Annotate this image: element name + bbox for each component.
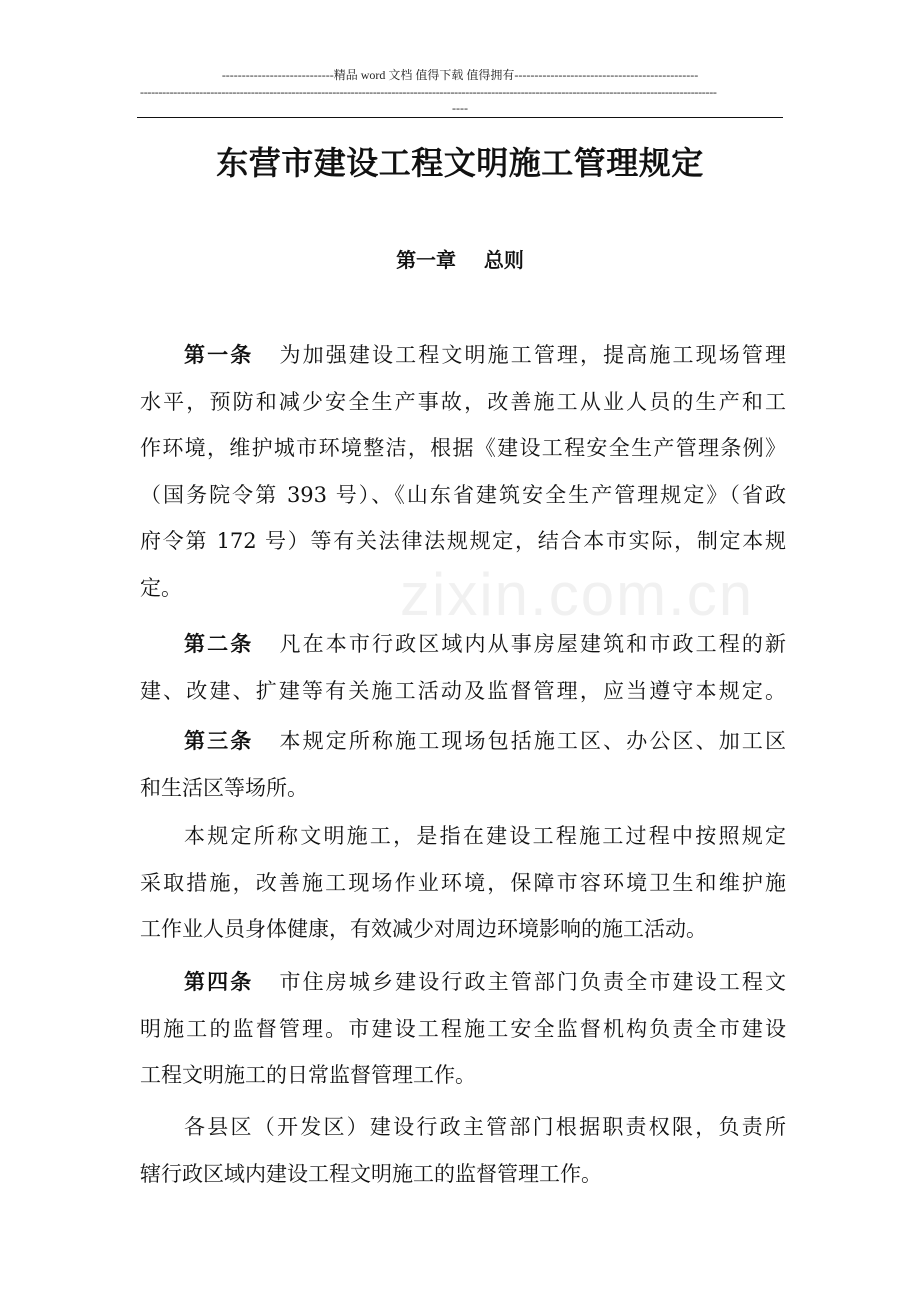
- article-3: [140, 718, 786, 811]
- header-watermark-line: ----------------------------精品 word 文档 值得下载 值得拥有----------------------------------------------: [221, 68, 699, 82]
- article-1-line-3: 作环境，维护城市环境整洁，根据《建设工程安全生产管理条例》: [140, 436, 786, 460]
- article-4-p2-line-2: 辖行政区域内建设工程文明施工的监督管理工作。: [140, 1161, 602, 1186]
- watermark: zixin.com.cn: [400, 561, 755, 628]
- article-1-line-6: 定。: [140, 575, 182, 600]
- chapter-heading: 第一章 总则: [396, 248, 524, 272]
- article-1: [140, 332, 786, 611]
- article-3-line-1: [140, 718, 786, 765]
- article-4-paragraph-2: [140, 1104, 786, 1197]
- article-3-p2-line-1: 本规定所称文明施工，是指在建设工程施工过程中按照规定: [184, 824, 786, 848]
- article-4-line-3: 工程文明施工的日常监督管理工作。: [140, 1063, 476, 1087]
- article-1-line-5: 府令第 172 号）等有关法律法规规定，结合本市实际，制定本规: [140, 529, 786, 553]
- header-dash-line: ------------------------------------------------------------------------------------------------------------------------------------------------------------: [140, 85, 717, 99]
- article-1-line-4: （国务院令第 393 号）、《山东省建筑安全生产管理规定》（省政: [140, 482, 786, 507]
- article-2-line-2: 建、改建、扩建等有关施工活动及监督管理，应当遵守本规定。: [140, 678, 786, 703]
- article-3-paragraph-2: [140, 813, 786, 953]
- article-4: [140, 959, 786, 1099]
- article-4-label: 第四条: [184, 970, 254, 994]
- header-rule: [137, 117, 783, 118]
- article-3-p2-line-3: 工作业人员身体健康，有效减少对周边环境影响的施工活动。: [140, 917, 707, 941]
- article-1-label: 第一条: [184, 343, 254, 367]
- article-4-line-1: [140, 959, 786, 1006]
- article-1-line-1: [140, 332, 786, 379]
- document-title: 东营市建设工程文明施工管理规定: [216, 144, 704, 182]
- article-1-line-2: 水平，预防和减少安全生产事故，改善施工从业人员的生产和工: [140, 389, 786, 414]
- article-2-text-1: 凡在本市行政区域内从事房屋建筑和市政工程的新: [277, 632, 787, 656]
- article-4-line-2: 明施工的监督管理。市建设工程施工安全监督机构负责全市建设: [140, 1016, 786, 1041]
- article-2: [140, 621, 786, 714]
- article-3-line-2: 和生活区等场所。: [140, 775, 308, 800]
- article-3-label: 第三条: [184, 729, 254, 753]
- article-4-text-1: 市住房城乡建设行政主管部门负责全市建设工程文: [277, 970, 787, 994]
- article-4-p2-line-1: 各县区（开发区）建设行政主管部门根据职责权限，负责所: [184, 1115, 786, 1139]
- article-3-text-1: 本规定所称施工现场包括施工区、办公区、加工区: [277, 729, 787, 753]
- article-2-line-1: [140, 621, 786, 668]
- article-1-text-1: 为加强建设工程文明施工管理，提高施工现场管理: [277, 343, 787, 367]
- header-dash-tail: ----: [452, 101, 468, 115]
- article-3-p2-line-2: 采取措施，改善施工现场作业环境，保障市容环境卫生和维护施: [140, 870, 786, 895]
- article-2-label: 第二条: [184, 632, 254, 656]
